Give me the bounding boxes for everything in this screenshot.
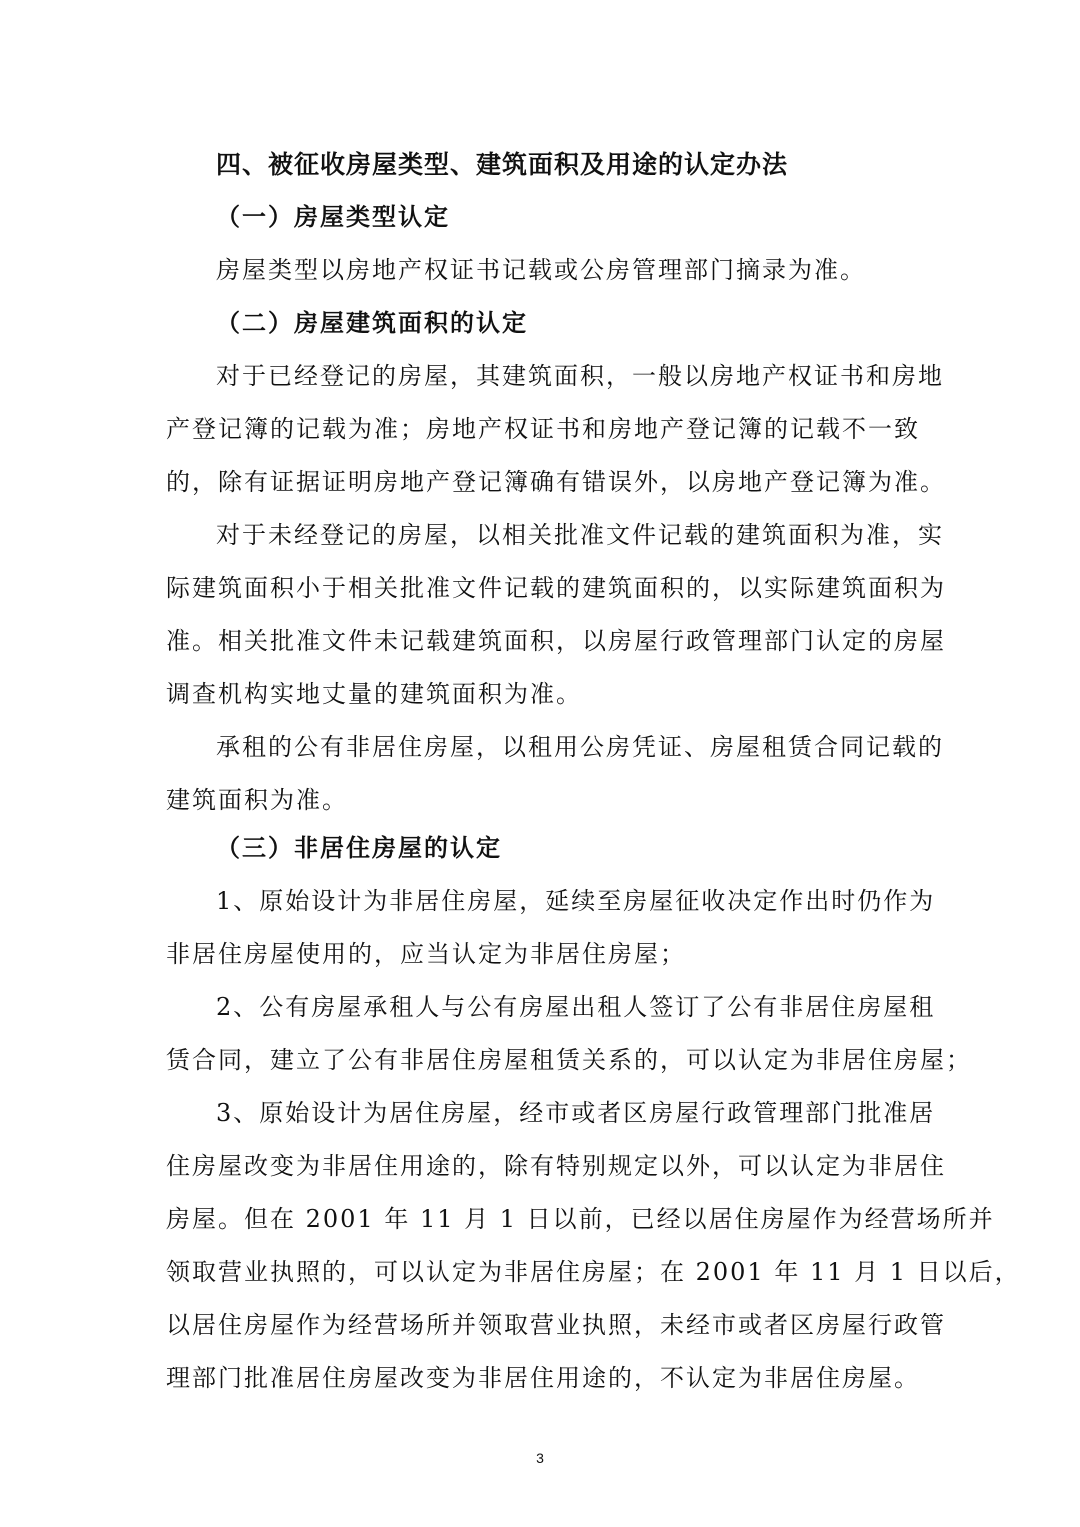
paragraph-line: 理部门批准居住房屋改变为非居住用途的，不认定为非居住房屋。 bbox=[166, 1364, 920, 1392]
paragraph-line: 调查机构实地丈量的建筑面积为准。 bbox=[166, 680, 582, 708]
paragraph-line: 对于未经登记的房屋，以相关批准文件记载的建筑面积为准，实 bbox=[216, 521, 944, 549]
paragraph-line: 对于已经登记的房屋，其建筑面积，一般以房地产权证书和房地 bbox=[216, 362, 944, 390]
paragraph-line: 领取营业执照的，可以认定为非居住房屋；在 2001 年 11 月 1 日以后， bbox=[166, 1258, 1021, 1286]
paragraph-line: 3、原始设计为居住房屋，经市或者区房屋行政管理部门批准居 bbox=[216, 1099, 936, 1127]
paragraph-line: 产登记簿的记载为准；房地产权证书和房地产登记簿的记载不一致 bbox=[166, 415, 920, 443]
subsection-title-2: （二）房屋建筑面积的认定 bbox=[216, 309, 528, 337]
page-number: 3 bbox=[536, 1450, 544, 1466]
paragraph-line: 2、公有房屋承租人与公有房屋出租人签订了公有非居住房屋租 bbox=[216, 993, 936, 1021]
paragraph-line: 房屋。但在 2001 年 11 月 1 日以前，已经以居住房屋作为经营场所并 bbox=[166, 1205, 995, 1233]
subsection-title-1: （一）房屋类型认定 bbox=[216, 203, 450, 231]
paragraph-line: 以居住房屋作为经营场所并领取营业执照，未经市或者区房屋行政管 bbox=[166, 1311, 946, 1339]
paragraph-line: 准。相关批准文件未记载建筑面积，以房屋行政管理部门认定的房屋 bbox=[166, 627, 946, 655]
paragraph-line: 非居住房屋使用的，应当认定为非居住房屋； bbox=[166, 940, 686, 968]
paragraph-line: 住房屋改变为非居住用途的，除有特别规定以外，可以认定为非居住 bbox=[166, 1152, 946, 1180]
subsection-title-3: （三）非居住房屋的认定 bbox=[216, 834, 502, 862]
paragraph-line: 的，除有证据证明房地产登记簿确有错误外，以房地产登记簿为准。 bbox=[166, 468, 946, 496]
paragraph-line: 赁合同，建立了公有非居住房屋租赁关系的，可以认定为非居住房屋； bbox=[166, 1046, 972, 1074]
paragraph-line: 际建筑面积小于相关批准文件记载的建筑面积的，以实际建筑面积为 bbox=[166, 574, 946, 602]
paragraph-line: 房屋类型以房地产权证书记载或公房管理部门摘录为准。 bbox=[216, 256, 866, 284]
paragraph-line: 建筑面积为准。 bbox=[166, 786, 348, 814]
paragraph-line: 1、原始设计为非居住房屋，延续至房屋征收决定作出时仍作为 bbox=[216, 887, 936, 915]
paragraph-line: 承租的公有非居住房屋，以租用公房凭证、房屋租赁合同记载的 bbox=[216, 733, 944, 761]
section-heading: 四、被征收房屋类型、建筑面积及用途的认定办法 bbox=[216, 150, 789, 179]
